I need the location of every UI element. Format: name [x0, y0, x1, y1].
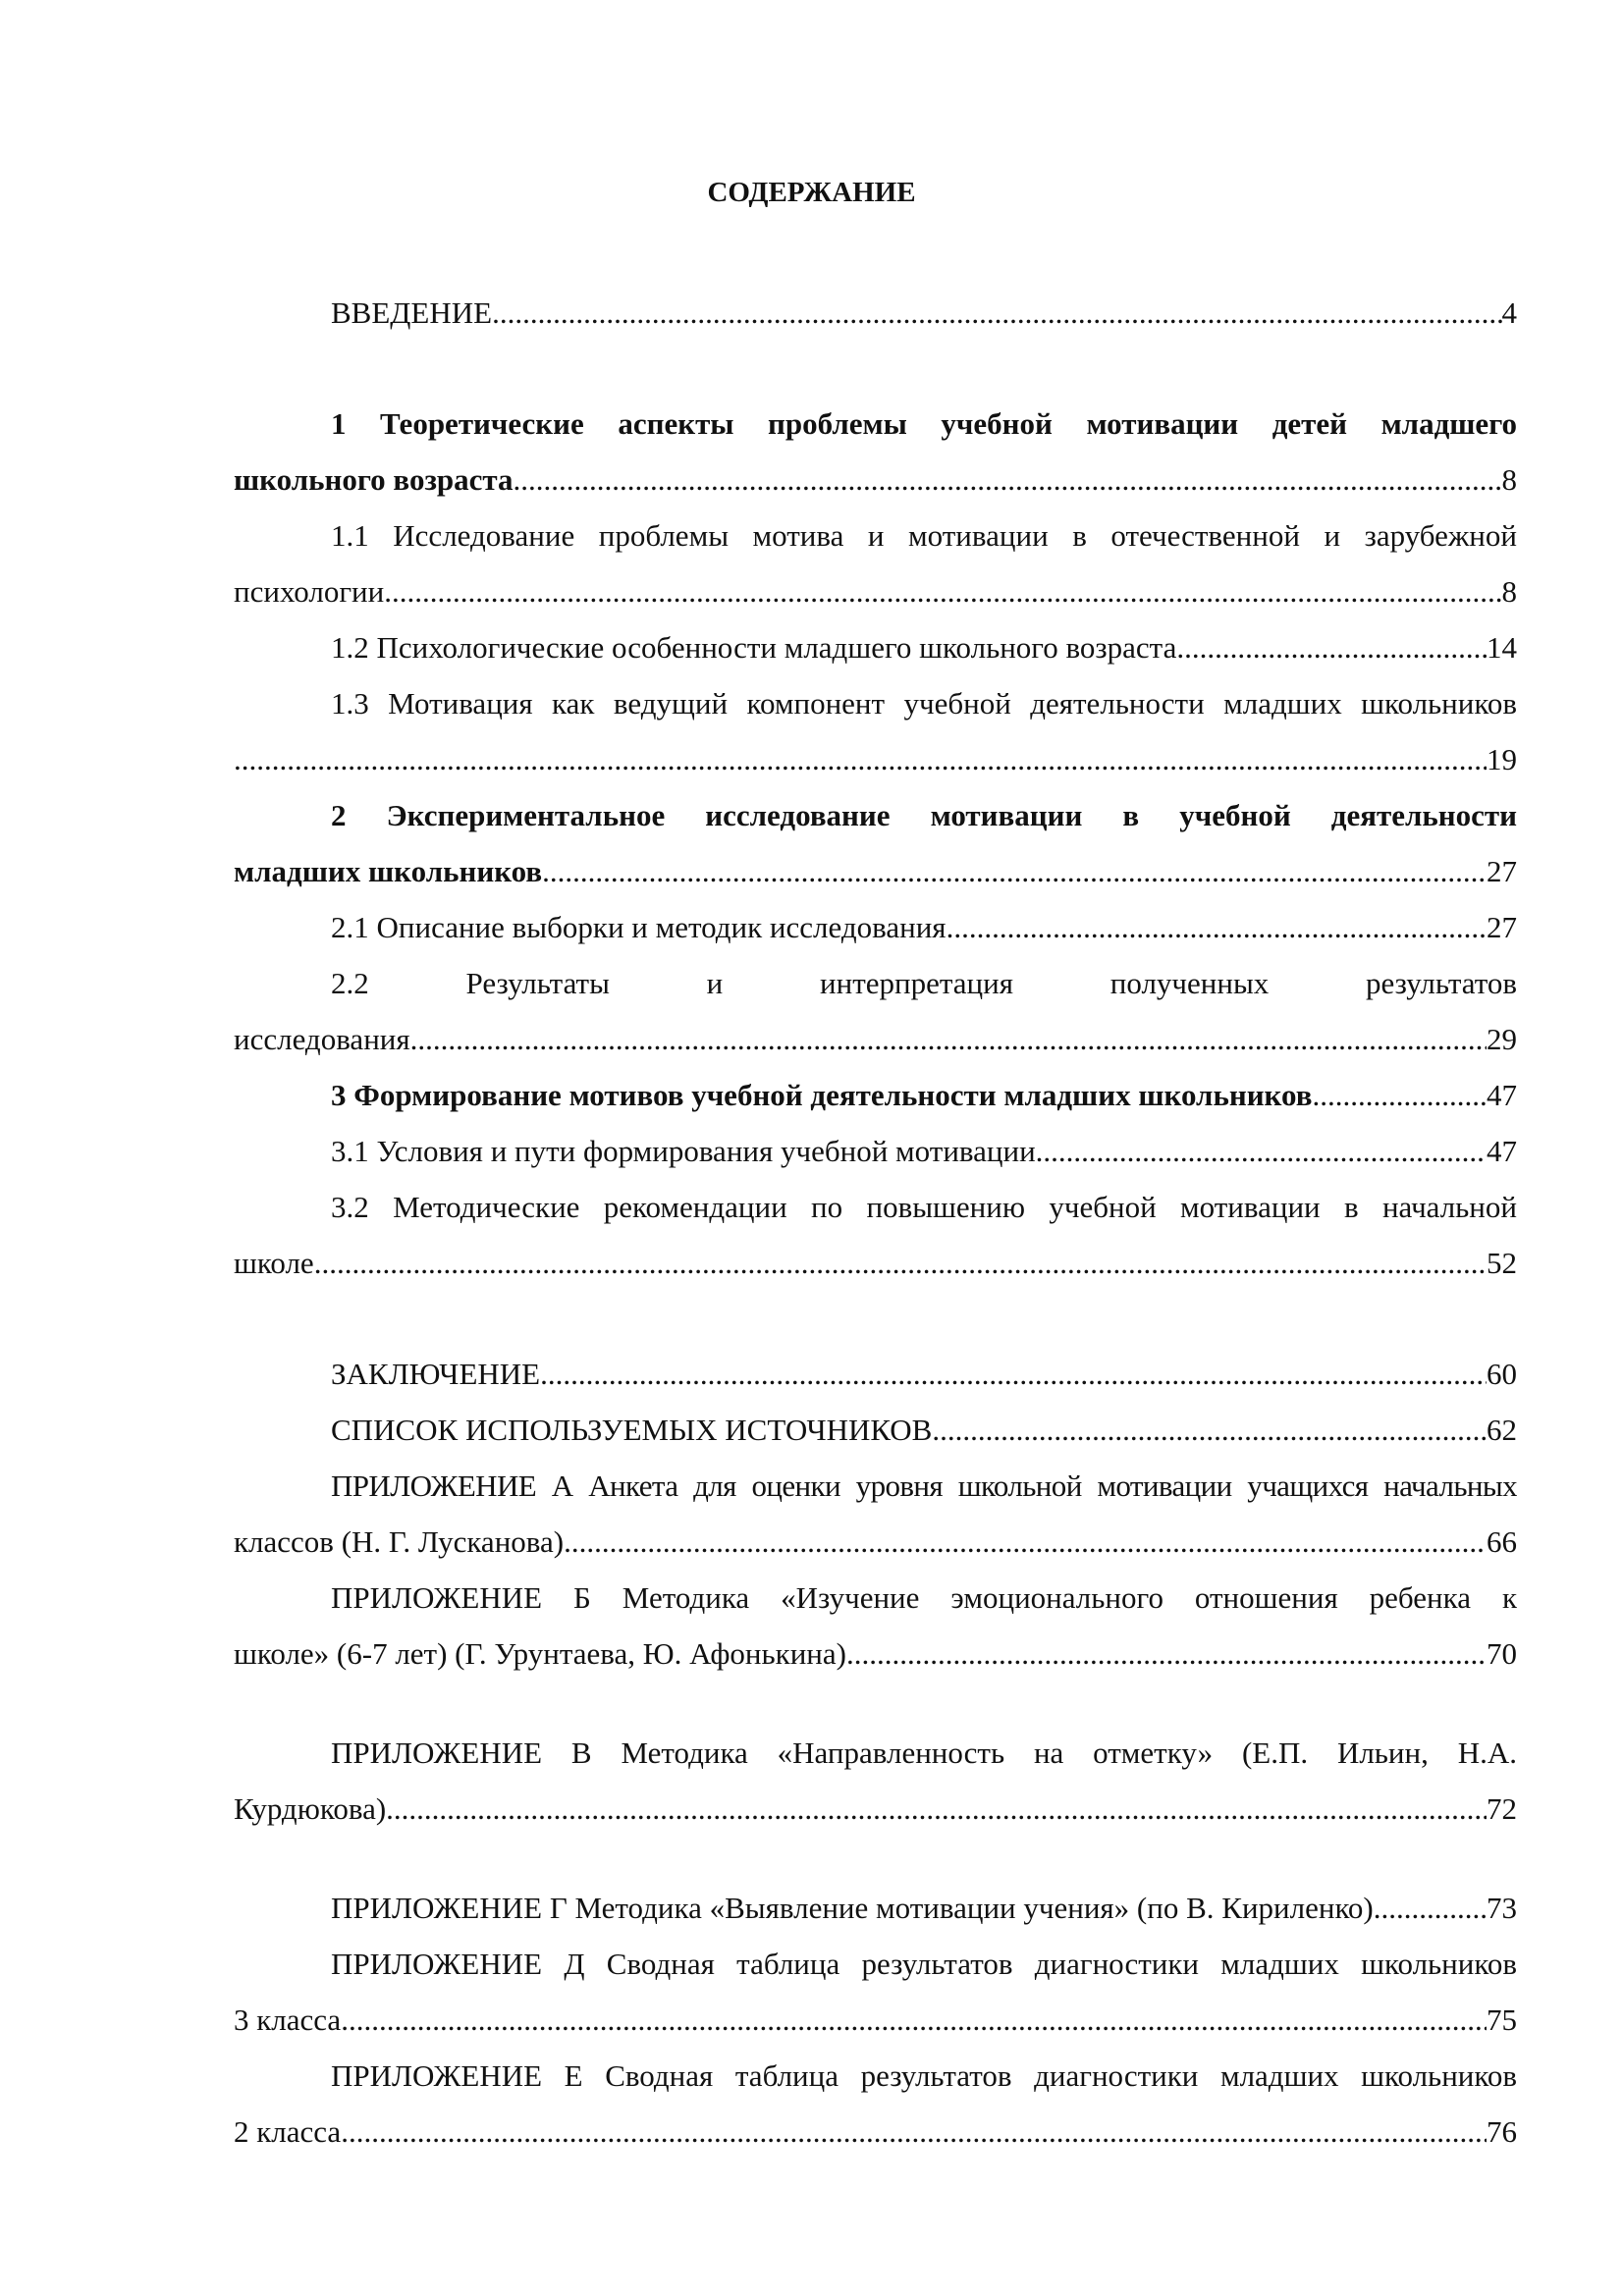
toc-entry-text: ПРИЛОЖЕНИЕ Д Сводная таблица результатов диагностики младших школьников — [331, 1947, 1517, 1981]
toc-entry-appendix-g — [234, 1880, 1517, 1936]
toc-page-number: 76 — [1487, 2114, 1517, 2149]
toc-entry-text: ПРИЛОЖЕНИЕ Е Сводная таблица результатов диагностики младших школьников — [331, 2058, 1517, 2093]
toc-entry-text-continued: Курдюкова) — [234, 1791, 387, 1826]
toc-leader-line — [234, 1402, 1517, 1458]
toc-leader-line — [234, 843, 1517, 899]
toc-entry-section-1-2 — [234, 619, 1517, 675]
toc-page-number: 27 — [1487, 910, 1517, 944]
toc-dot-leader — [1036, 1123, 1487, 1179]
toc-page-number: 27 — [1487, 854, 1517, 888]
toc-page-number: 8 — [1501, 574, 1517, 609]
toc-dot-leader — [1374, 1880, 1487, 1936]
toc-leader-line — [234, 1781, 1517, 1837]
toc-dot-leader — [540, 1346, 1487, 1402]
toc-dot-leader — [341, 1992, 1487, 2048]
toc-dot-leader — [514, 452, 1502, 507]
toc-entry-text: 3.2 Методические рекомендации по повышению учебной мотивации в начальной — [331, 1190, 1517, 1224]
toc-page-number: 75 — [1487, 2002, 1517, 2037]
toc-entry-text: ВВЕДЕНИЕ — [331, 295, 493, 330]
toc-entry-references — [234, 1402, 1517, 1458]
toc-leader-line — [234, 1346, 1517, 1402]
toc-page-number: 19 — [1487, 742, 1517, 776]
toc-leader-line — [234, 2104, 1517, 2160]
toc-entry-text-continued: школе» (6-7 лет) (Г. Урунтаева, Ю. Афонькина) — [234, 1636, 846, 1671]
toc-page-number: 52 — [1487, 1246, 1517, 1280]
toc-entry-text: СПИСОК ИСПОЛЬЗУЕМЫХ ИСТОЧНИКОВ — [331, 1413, 933, 1447]
toc-entry-text-continued: психологии — [234, 574, 385, 609]
toc-entry-conclusion — [234, 1346, 1517, 1402]
toc-entry-text-continued: 2 класса — [234, 2114, 342, 2149]
toc-entry-section-3-2 — [234, 1179, 1517, 1291]
toc-page-number: 4 — [1501, 295, 1517, 330]
toc-entry-chapter-3 — [234, 1067, 1517, 1123]
toc-entry-appendix-v — [234, 1725, 1517, 1837]
toc-entry-text-continued: исследования — [234, 1022, 410, 1056]
toc-entry-section-3-1 — [234, 1123, 1517, 1179]
toc-entry-appendix-e — [234, 2048, 1517, 2160]
toc-dot-leader — [564, 1514, 1487, 1570]
toc-entry-text: 2.2 Результаты и интерпретация полученных результатов — [331, 966, 1517, 1000]
toc-dot-leader — [386, 1781, 1487, 1837]
toc-entry-text: 1.2 Психологические особенности младшего школьного возраста — [331, 630, 1177, 665]
toc-entry-text: ПРИЛОЖЕНИЕ А Анкета для оценки уровня школьной мотивации учащихся начальных — [331, 1468, 1517, 1503]
toc-page-number: 14 — [1487, 630, 1517, 665]
toc-entry-appendix-a — [234, 1458, 1517, 1570]
toc-entry-text: 1.3 Мотивация как ведущий компонент учебной деятельности младших школьников — [331, 686, 1517, 721]
toc-entry-section-1-1 — [234, 507, 1517, 619]
toc-leader-line — [234, 285, 1517, 341]
toc-entry-text: 2.1 Описание выборки и методик исследования — [331, 910, 947, 944]
toc-entry-chapter-2 — [234, 787, 1517, 899]
toc-entry-text: 3 Формирование мотивов учебной деятельности младших школьников — [331, 1078, 1313, 1112]
toc-leader-line — [234, 1992, 1517, 2048]
toc-entry-text: 1.1 Исследование проблемы мотива и мотивации в отечественной и зарубежной — [331, 518, 1517, 553]
toc-dot-leader — [314, 1235, 1487, 1291]
toc-leader-line — [234, 1011, 1517, 1067]
toc-entry-section-2-2 — [234, 955, 1517, 1067]
toc-dot-leader — [492, 285, 1501, 341]
toc-entry-text-continued: младших школьников — [234, 854, 543, 888]
toc-entry-text: 1 Теоретические аспекты проблемы учебной мотивации детей младшего — [331, 406, 1517, 441]
toc-entry-text: 2 Экспериментальное исследование мотивации в учебной деятельности — [331, 798, 1517, 832]
toc-dot-leader — [932, 1402, 1487, 1458]
toc-entry-text: 3.1 Условия и пути формирования учебной мотивации — [331, 1134, 1036, 1168]
toc-dot-leader — [234, 731, 1487, 787]
toc-entry-chapter-1 — [234, 396, 1517, 507]
toc-page-number: 72 — [1487, 1791, 1517, 1826]
toc-entry-text-continued: школьного возраста — [234, 462, 514, 497]
toc-page-number: 62 — [1487, 1413, 1517, 1447]
toc-list — [234, 285, 1517, 2160]
toc-page-number: 47 — [1487, 1078, 1517, 1112]
page-title: СОДЕРЖАНИЕ — [707, 177, 916, 208]
toc-dot-leader — [1176, 619, 1487, 675]
toc-leader-line — [234, 619, 1517, 675]
toc-entry-introduction — [234, 285, 1517, 341]
toc-leader-line — [234, 1123, 1517, 1179]
toc-entry-text-continued: школе — [234, 1246, 314, 1280]
toc-page-number: 66 — [1487, 1524, 1517, 1559]
toc-entry-text-continued: классов (Н. Г. Лусканова) — [234, 1524, 565, 1559]
toc-dot-leader — [542, 843, 1487, 899]
toc-entry-text: ПРИЛОЖЕНИЕ Б Методика «Изучение эмоционального отношения ребенка к — [331, 1580, 1517, 1615]
toc-leader-line — [234, 1235, 1517, 1291]
toc-entry-section-1-3 — [234, 675, 1517, 787]
toc-entry-appendix-b — [234, 1570, 1517, 1682]
toc-page-number: 47 — [1487, 1134, 1517, 1168]
toc-dot-leader — [410, 1011, 1487, 1067]
toc-leader-line — [234, 1626, 1517, 1682]
toc-page-number: 73 — [1487, 1891, 1517, 1925]
toc-page-number: 60 — [1487, 1357, 1517, 1391]
toc-leader-line — [234, 899, 1517, 955]
toc-leader-line — [234, 563, 1517, 619]
toc-entry-text: ПРИЛОЖЕНИЕ В Методика «Направленность на отметку» (Е.П. Ильин, Н.А. — [331, 1735, 1517, 1770]
toc-leader-line — [234, 1067, 1517, 1123]
toc-page-number: 70 — [1487, 1636, 1517, 1671]
toc-leader-line — [234, 452, 1517, 507]
toc-leader-line — [234, 1880, 1517, 1936]
toc-leader-line — [234, 1514, 1517, 1570]
toc-entry-text: ПРИЛОЖЕНИЕ Г Методика «Выявление мотивации учения» (по В. Кириленко) — [331, 1891, 1374, 1925]
toc-dot-leader — [384, 563, 1501, 619]
toc-entry-section-2-1 — [234, 899, 1517, 955]
toc-entry-appendix-d — [234, 1936, 1517, 2048]
toc-page-number: 8 — [1501, 462, 1517, 497]
toc-dot-leader — [846, 1626, 1487, 1682]
toc-dot-leader — [947, 899, 1487, 955]
toc-page-number: 29 — [1487, 1022, 1517, 1056]
toc-dot-leader — [1312, 1067, 1487, 1123]
toc-dot-leader — [341, 2104, 1487, 2160]
toc-leader-line — [234, 731, 1517, 787]
toc-entry-text-continued: 3 класса — [234, 2002, 342, 2037]
toc-entry-text: ЗАКЛЮЧЕНИЕ — [331, 1357, 541, 1391]
